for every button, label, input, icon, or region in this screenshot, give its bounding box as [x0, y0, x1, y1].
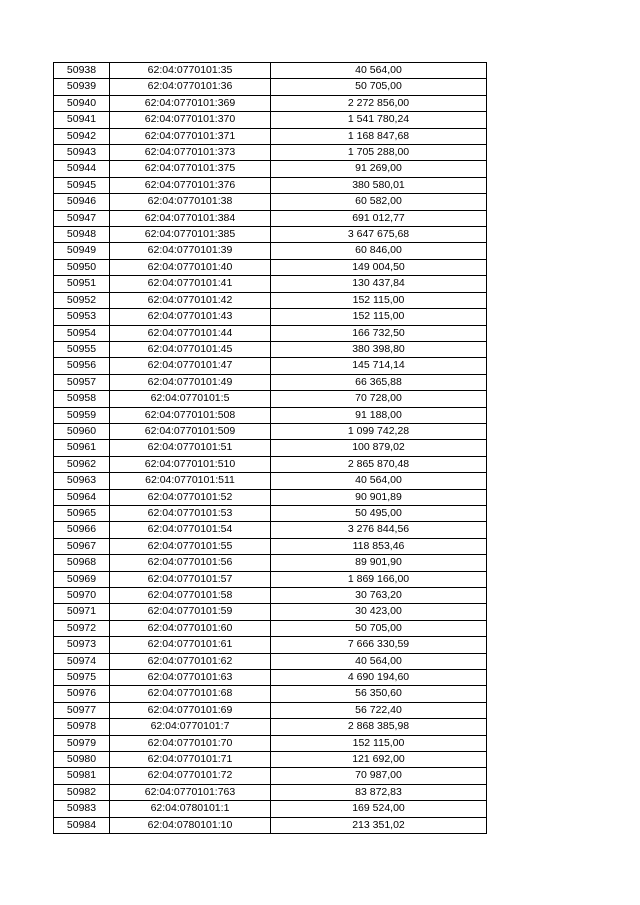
row-number-cell: 50965	[54, 505, 110, 521]
row-number-cell: 50953	[54, 309, 110, 325]
table-row	[54, 637, 487, 653]
value-cell: 3 276 844,56	[271, 522, 487, 538]
value-cell: 30 423,00	[271, 604, 487, 620]
row-number-cell: 50959	[54, 407, 110, 423]
value-cell: 1 099 742,28	[271, 423, 487, 439]
value-cell: 121 692,00	[271, 752, 487, 768]
cadastral-number-cell: 62:04:0770101:763	[110, 784, 271, 800]
value-cell: 380 398,80	[271, 341, 487, 357]
row-number-cell: 50943	[54, 145, 110, 161]
table-row	[54, 276, 487, 292]
row-number-cell: 50969	[54, 571, 110, 587]
row-number-cell: 50979	[54, 735, 110, 751]
cadastral-number-cell: 62:04:0770101:62	[110, 653, 271, 669]
row-number-cell: 50939	[54, 79, 110, 95]
value-cell: 50 705,00	[271, 620, 487, 636]
value-cell: 2 865 870,48	[271, 456, 487, 472]
cadastral-number-cell: 62:04:0770101:60	[110, 620, 271, 636]
value-cell: 50 705,00	[271, 79, 487, 95]
cadastral-number-cell: 62:04:0770101:55	[110, 538, 271, 554]
table-row	[54, 719, 487, 735]
table-row	[54, 702, 487, 718]
row-number-cell: 50946	[54, 194, 110, 210]
value-cell: 4 690 194,60	[271, 670, 487, 686]
row-number-cell: 50957	[54, 374, 110, 390]
row-number-cell: 50950	[54, 259, 110, 275]
table-row	[54, 538, 487, 554]
cadastral-number-cell: 62:04:0770101:53	[110, 505, 271, 521]
table-row	[54, 227, 487, 243]
table-row	[54, 505, 487, 521]
table-row	[54, 686, 487, 702]
cadastral-number-cell: 62:04:0770101:373	[110, 145, 271, 161]
value-cell: 145 714,14	[271, 358, 487, 374]
row-number-cell: 50974	[54, 653, 110, 669]
table-row	[54, 555, 487, 571]
value-cell: 91 188,00	[271, 407, 487, 423]
value-cell: 40 564,00	[271, 653, 487, 669]
row-number-cell: 50978	[54, 719, 110, 735]
row-number-cell: 50966	[54, 522, 110, 538]
row-number-cell: 50938	[54, 63, 110, 79]
cadastral-number-cell: 62:04:0770101:370	[110, 112, 271, 128]
row-number-cell: 50948	[54, 227, 110, 243]
value-cell: 50 495,00	[271, 505, 487, 521]
table-row	[54, 309, 487, 325]
table-row	[54, 374, 487, 390]
table-row	[54, 210, 487, 226]
cadastral-number-cell: 62:04:0770101:51	[110, 440, 271, 456]
row-number-cell: 50962	[54, 456, 110, 472]
table-row	[54, 473, 487, 489]
cadastral-number-cell: 62:04:0770101:508	[110, 407, 271, 423]
value-cell: 90 901,89	[271, 489, 487, 505]
cadastral-value-table	[53, 62, 487, 834]
row-number-cell: 50952	[54, 292, 110, 308]
table-row	[54, 95, 487, 111]
value-cell: 152 115,00	[271, 735, 487, 751]
table-row	[54, 440, 487, 456]
value-cell: 70 987,00	[271, 768, 487, 784]
row-number-cell: 50960	[54, 423, 110, 439]
value-cell: 83 872,83	[271, 784, 487, 800]
cadastral-number-cell: 62:04:0770101:509	[110, 423, 271, 439]
value-cell: 380 580,01	[271, 177, 487, 193]
value-cell: 100 879,02	[271, 440, 487, 456]
table-row	[54, 177, 487, 193]
table-row	[54, 752, 487, 768]
table-row	[54, 801, 487, 817]
value-cell: 56 350,60	[271, 686, 487, 702]
row-number-cell: 50971	[54, 604, 110, 620]
cadastral-number-cell: 62:04:0770101:44	[110, 325, 271, 341]
row-number-cell: 50967	[54, 538, 110, 554]
cadastral-number-cell: 62:04:0770101:38	[110, 194, 271, 210]
row-number-cell: 50984	[54, 817, 110, 833]
row-number-cell: 50968	[54, 555, 110, 571]
row-number-cell: 50977	[54, 702, 110, 718]
cadastral-number-cell: 62:04:0770101:61	[110, 637, 271, 653]
value-cell: 1 541 780,24	[271, 112, 487, 128]
cadastral-number-cell: 62:04:0770101:63	[110, 670, 271, 686]
cadastral-number-cell: 62:04:0780101:10	[110, 817, 271, 833]
row-number-cell: 50970	[54, 588, 110, 604]
cadastral-number-cell: 62:04:0770101:43	[110, 309, 271, 325]
cadastral-number-cell: 62:04:0770101:511	[110, 473, 271, 489]
table-row	[54, 194, 487, 210]
table-row	[54, 522, 487, 538]
cadastral-number-cell: 62:04:0770101:54	[110, 522, 271, 538]
table-row	[54, 63, 487, 79]
row-number-cell: 50947	[54, 210, 110, 226]
cadastral-number-cell: 62:04:0770101:384	[110, 210, 271, 226]
cadastral-number-cell: 62:04:0770101:58	[110, 588, 271, 604]
value-cell: 3 647 675,68	[271, 227, 487, 243]
cadastral-number-cell: 62:04:0770101:369	[110, 95, 271, 111]
row-number-cell: 50976	[54, 686, 110, 702]
row-number-cell: 50975	[54, 670, 110, 686]
table-row	[54, 243, 487, 259]
cadastral-number-cell: 62:04:0770101:56	[110, 555, 271, 571]
table-row	[54, 325, 487, 341]
cadastral-number-cell: 62:04:0770101:59	[110, 604, 271, 620]
table-row	[54, 604, 487, 620]
row-number-cell: 50983	[54, 801, 110, 817]
cadastral-number-cell: 62:04:0770101:42	[110, 292, 271, 308]
value-cell: 149 004,50	[271, 259, 487, 275]
table-row	[54, 358, 487, 374]
row-number-cell: 50973	[54, 637, 110, 653]
value-cell: 1 869 166,00	[271, 571, 487, 587]
row-number-cell: 50942	[54, 128, 110, 144]
value-cell: 70 728,00	[271, 391, 487, 407]
table-row	[54, 489, 487, 505]
row-number-cell: 50982	[54, 784, 110, 800]
value-cell: 91 269,00	[271, 161, 487, 177]
value-cell: 1 705 288,00	[271, 145, 487, 161]
table-row	[54, 292, 487, 308]
cadastral-number-cell: 62:04:0770101:35	[110, 63, 271, 79]
cadastral-number-cell: 62:04:0770101:71	[110, 752, 271, 768]
row-number-cell: 50945	[54, 177, 110, 193]
cadastral-number-cell: 62:04:0770101:49	[110, 374, 271, 390]
value-cell: 166 732,50	[271, 325, 487, 341]
value-cell: 130 437,84	[271, 276, 487, 292]
value-cell: 2 868 385,98	[271, 719, 487, 735]
cadastral-number-cell: 62:04:0770101:52	[110, 489, 271, 505]
cadastral-number-cell: 62:04:0770101:375	[110, 161, 271, 177]
row-number-cell: 50964	[54, 489, 110, 505]
row-number-cell: 50949	[54, 243, 110, 259]
cadastral-number-cell: 62:04:0770101:5	[110, 391, 271, 407]
row-number-cell: 50954	[54, 325, 110, 341]
table-row	[54, 112, 487, 128]
row-number-cell: 50980	[54, 752, 110, 768]
table-row	[54, 145, 487, 161]
table-row	[54, 259, 487, 275]
table-row	[54, 456, 487, 472]
row-number-cell: 50972	[54, 620, 110, 636]
cadastral-number-cell: 62:04:0770101:57	[110, 571, 271, 587]
cadastral-number-cell: 62:04:0770101:69	[110, 702, 271, 718]
table-row	[54, 423, 487, 439]
value-cell: 213 351,02	[271, 817, 487, 833]
value-cell: 30 763,20	[271, 588, 487, 604]
row-number-cell: 50981	[54, 768, 110, 784]
row-number-cell: 50951	[54, 276, 110, 292]
table-row	[54, 768, 487, 784]
value-cell: 2 272 856,00	[271, 95, 487, 111]
value-cell: 60 846,00	[271, 243, 487, 259]
value-cell: 56 722,40	[271, 702, 487, 718]
value-cell: 169 524,00	[271, 801, 487, 817]
row-number-cell: 50956	[54, 358, 110, 374]
value-cell: 152 115,00	[271, 292, 487, 308]
value-cell: 152 115,00	[271, 309, 487, 325]
cadastral-number-cell: 62:04:0770101:385	[110, 227, 271, 243]
table-row	[54, 670, 487, 686]
table-row	[54, 817, 487, 833]
value-cell: 1 168 847,68	[271, 128, 487, 144]
cadastral-number-cell: 62:04:0770101:40	[110, 259, 271, 275]
value-cell: 7 666 330,59	[271, 637, 487, 653]
row-number-cell: 50958	[54, 391, 110, 407]
value-cell: 60 582,00	[271, 194, 487, 210]
table-row	[54, 128, 487, 144]
table-row	[54, 161, 487, 177]
cadastral-number-cell: 62:04:0770101:45	[110, 341, 271, 357]
table-row	[54, 784, 487, 800]
cadastral-number-cell: 62:04:0770101:7	[110, 719, 271, 735]
value-cell: 66 365,88	[271, 374, 487, 390]
cadastral-number-cell: 62:04:0770101:68	[110, 686, 271, 702]
cadastral-number-cell: 62:04:0770101:371	[110, 128, 271, 144]
table-row	[54, 79, 487, 95]
cadastral-number-cell: 62:04:0770101:36	[110, 79, 271, 95]
cadastral-number-cell: 62:04:0780101:1	[110, 801, 271, 817]
cadastral-number-cell: 62:04:0770101:376	[110, 177, 271, 193]
cadastral-number-cell: 62:04:0770101:39	[110, 243, 271, 259]
table-row	[54, 407, 487, 423]
table-row	[54, 735, 487, 751]
row-number-cell: 50941	[54, 112, 110, 128]
table-row	[54, 620, 487, 636]
row-number-cell: 50944	[54, 161, 110, 177]
table-row	[54, 588, 487, 604]
table-row	[54, 653, 487, 669]
cadastral-number-cell: 62:04:0770101:70	[110, 735, 271, 751]
table-row	[54, 341, 487, 357]
table-body	[54, 63, 487, 834]
row-number-cell: 50955	[54, 341, 110, 357]
value-cell: 40 564,00	[271, 473, 487, 489]
row-number-cell: 50961	[54, 440, 110, 456]
cadastral-number-cell: 62:04:0770101:47	[110, 358, 271, 374]
row-number-cell: 50963	[54, 473, 110, 489]
value-cell: 118 853,46	[271, 538, 487, 554]
cadastral-number-cell: 62:04:0770101:510	[110, 456, 271, 472]
cadastral-number-cell: 62:04:0770101:72	[110, 768, 271, 784]
value-cell: 691 012,77	[271, 210, 487, 226]
table-row	[54, 571, 487, 587]
value-cell: 89 901,90	[271, 555, 487, 571]
table-row	[54, 391, 487, 407]
row-number-cell: 50940	[54, 95, 110, 111]
cadastral-number-cell: 62:04:0770101:41	[110, 276, 271, 292]
value-cell: 40 564,00	[271, 63, 487, 79]
